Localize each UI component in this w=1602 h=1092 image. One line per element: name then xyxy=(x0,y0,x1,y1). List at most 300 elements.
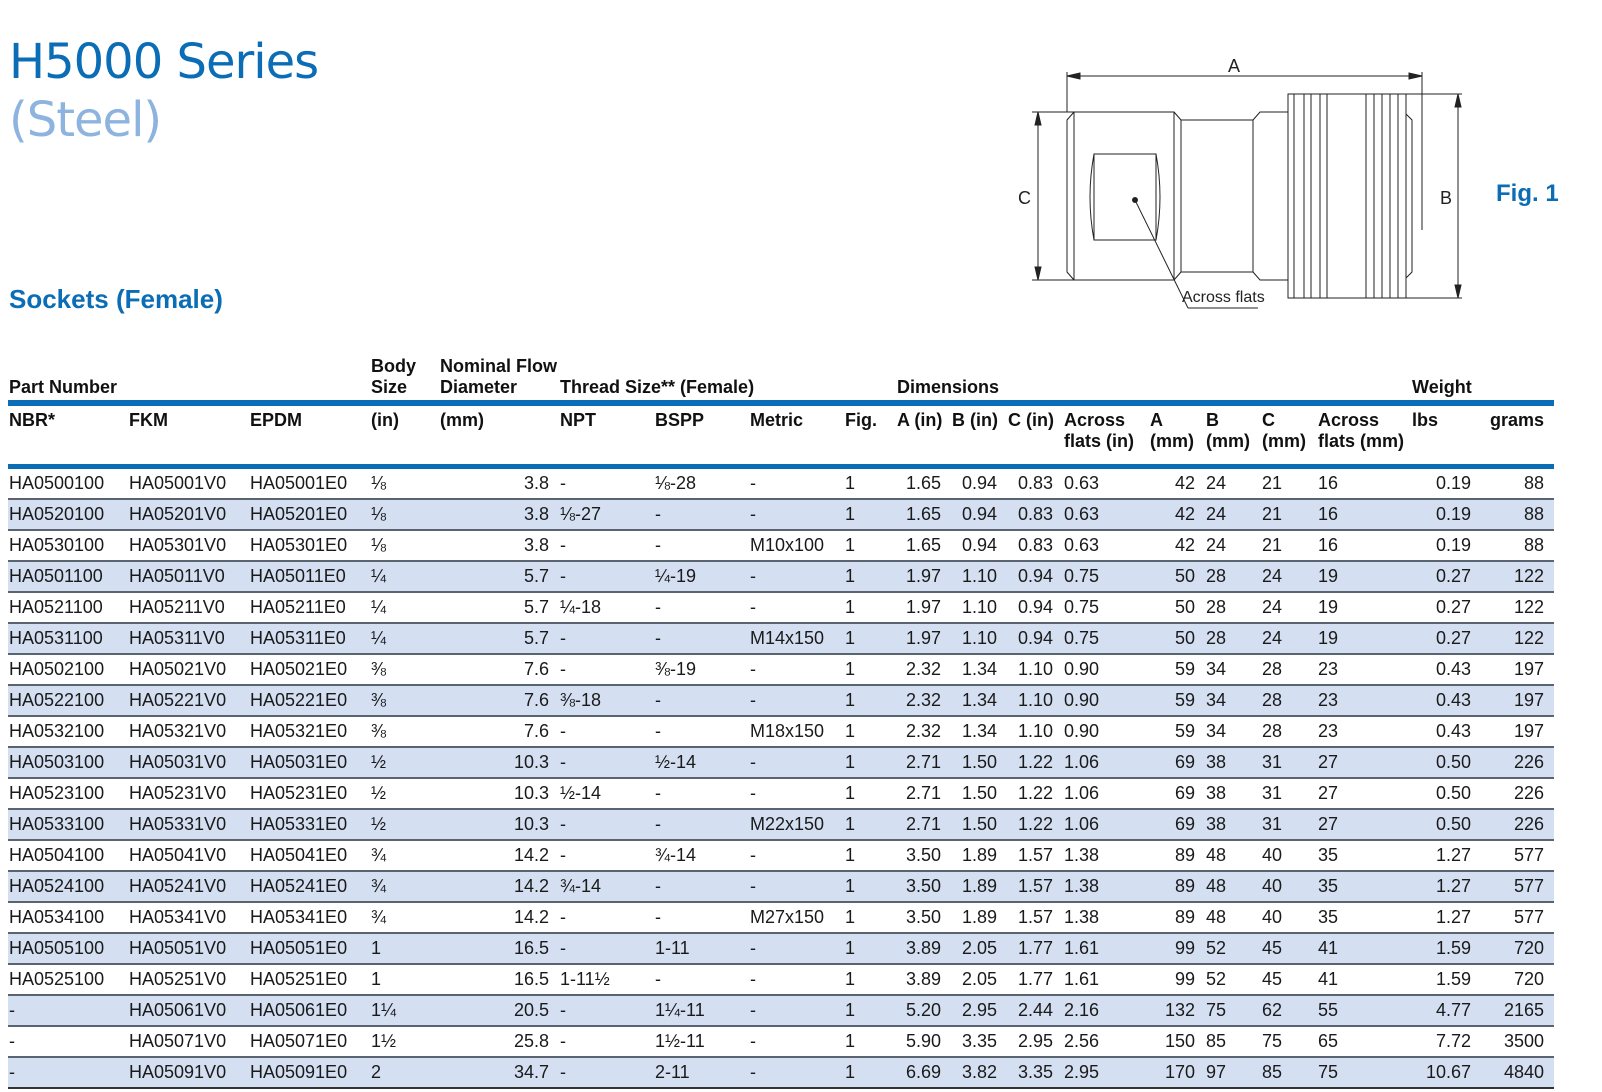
cell-across-flats-mm: 35 xyxy=(1317,902,1411,933)
cell-nbr: HA0502100 xyxy=(8,654,128,685)
cell-epdm: HA05011E0 xyxy=(249,561,370,592)
cell-nbr: HA0530100 xyxy=(8,530,128,561)
cell-flow-mm: 16.5 xyxy=(439,933,559,964)
cell-a-mm: 89 xyxy=(1149,902,1205,933)
cell-fkm: HA05341V0 xyxy=(128,902,249,933)
cell-across-flats-in: 0.75 xyxy=(1063,561,1149,592)
cell-b-mm: 24 xyxy=(1205,499,1261,530)
cell-fig: 1 xyxy=(844,902,896,933)
cell-a-in: 5.90 xyxy=(896,1026,951,1057)
cell-across-flats-in: 1.06 xyxy=(1063,747,1149,778)
cell-npt: - xyxy=(559,995,654,1026)
cell-epdm: HA05321E0 xyxy=(249,716,370,747)
cell-grams: 720 xyxy=(1481,964,1554,995)
cell-lbs: 1.27 xyxy=(1411,902,1481,933)
cell-npt: - xyxy=(559,809,654,840)
cell-bspp: ¾-14 xyxy=(654,840,749,871)
cell-fig: 1 xyxy=(844,592,896,623)
cell-nbr: HA0525100 xyxy=(8,964,128,995)
cell-grams: 720 xyxy=(1481,933,1554,964)
cell-fkm: HA05041V0 xyxy=(128,840,249,871)
cell-npt: ¾-14 xyxy=(559,871,654,902)
cell-body-size-in: ½ xyxy=(370,747,439,778)
cell-fkm: HA05211V0 xyxy=(128,592,249,623)
cell-across-flats-mm: 55 xyxy=(1317,995,1411,1026)
cell-lbs: 0.27 xyxy=(1411,623,1481,654)
cell-lbs: 1.27 xyxy=(1411,871,1481,902)
cell-c-in: 1.57 xyxy=(1007,902,1063,933)
cell-metric: M18x150 xyxy=(749,716,844,747)
cell-b-mm: 28 xyxy=(1205,592,1261,623)
cell-fkm: HA05061V0 xyxy=(128,995,249,1026)
cell-epdm: HA05301E0 xyxy=(249,530,370,561)
cell-epdm: HA05331E0 xyxy=(249,809,370,840)
cell-bspp: - xyxy=(654,716,749,747)
cell-across-flats-in: 1.06 xyxy=(1063,778,1149,809)
cell-a-mm: 42 xyxy=(1149,499,1205,530)
cell-a-mm: 89 xyxy=(1149,871,1205,902)
cell-b-in: 2.05 xyxy=(951,933,1007,964)
cell-body-size-in: ⅜ xyxy=(370,685,439,716)
cell-npt: - xyxy=(559,1057,654,1088)
cell-a-mm: 99 xyxy=(1149,964,1205,995)
cell-body-size-in: ¼ xyxy=(370,623,439,654)
cell-c-mm: 31 xyxy=(1261,747,1317,778)
cell-fig: 1 xyxy=(844,561,896,592)
cell-b-mm: 34 xyxy=(1205,654,1261,685)
cell-lbs: 0.19 xyxy=(1411,467,1481,500)
cell-epdm: HA05251E0 xyxy=(249,964,370,995)
table-row xyxy=(8,716,1554,747)
cell-flow-mm: 14.2 xyxy=(439,902,559,933)
cell-c-mm: 45 xyxy=(1261,933,1317,964)
column-header-c-in: C (in) xyxy=(1007,403,1063,467)
cell-grams: 226 xyxy=(1481,809,1554,840)
cell-across-flats-in: 0.63 xyxy=(1063,499,1149,530)
cell-body-size-in: ¾ xyxy=(370,871,439,902)
cell-metric: - xyxy=(749,933,844,964)
figure-label: Fig. 1 xyxy=(1496,180,1559,207)
cell-npt: ½-14 xyxy=(559,778,654,809)
cell-fkm: HA05091V0 xyxy=(128,1057,249,1088)
cell-lbs: 0.50 xyxy=(1411,747,1481,778)
cell-c-in: 0.94 xyxy=(1007,561,1063,592)
cell-fkm: HA05251V0 xyxy=(128,964,249,995)
socket-technical-drawing xyxy=(1010,50,1480,312)
cell-across-flats-mm: 65 xyxy=(1317,1026,1411,1057)
cell-c-in: 1.10 xyxy=(1007,654,1063,685)
cell-grams: 4840 xyxy=(1481,1057,1554,1088)
cell-grams: 197 xyxy=(1481,685,1554,716)
cell-b-in: 0.94 xyxy=(951,467,1007,500)
cell-b-in: 1.50 xyxy=(951,747,1007,778)
cell-b-mm: 48 xyxy=(1205,902,1261,933)
section-title: Sockets (Female) xyxy=(9,284,223,314)
cell-across-flats-mm: 35 xyxy=(1317,871,1411,902)
cell-a-mm: 59 xyxy=(1149,654,1205,685)
cell-fig: 1 xyxy=(844,467,896,500)
cell-c-in: 0.83 xyxy=(1007,499,1063,530)
cell-fig: 1 xyxy=(844,933,896,964)
cell-grams: 88 xyxy=(1481,530,1554,561)
cell-fig: 1 xyxy=(844,964,896,995)
cell-b-in: 1.34 xyxy=(951,654,1007,685)
cell-npt: - xyxy=(559,716,654,747)
cell-lbs: 0.50 xyxy=(1411,809,1481,840)
cell-fkm: HA05331V0 xyxy=(128,809,249,840)
cell-lbs: 0.19 xyxy=(1411,530,1481,561)
cell-a-mm: 42 xyxy=(1149,467,1205,500)
cell-c-in: 1.10 xyxy=(1007,716,1063,747)
cell-c-mm: 31 xyxy=(1261,778,1317,809)
cell-c-in: 0.83 xyxy=(1007,530,1063,561)
cell-nbr: HA0501100 xyxy=(8,561,128,592)
cell-epdm: HA05001E0 xyxy=(249,467,370,500)
column-header-fkm: FKM xyxy=(128,403,249,467)
cell-a-in: 3.50 xyxy=(896,902,951,933)
column-header-body-size-in: (in) xyxy=(370,403,439,467)
cell-metric: - xyxy=(749,1057,844,1088)
cell-metric: - xyxy=(749,592,844,623)
cell-epdm: HA05311E0 xyxy=(249,623,370,654)
cell-b-in: 0.94 xyxy=(951,499,1007,530)
cell-b-in: 1.34 xyxy=(951,716,1007,747)
cell-a-mm: 42 xyxy=(1149,530,1205,561)
cell-a-in: 1.65 xyxy=(896,467,951,500)
cell-c-in: 0.94 xyxy=(1007,623,1063,654)
cell-fkm: HA05071V0 xyxy=(128,1026,249,1057)
cell-across-flats-in: 0.63 xyxy=(1063,467,1149,500)
cell-body-size-in: 1 xyxy=(370,933,439,964)
cell-fig: 1 xyxy=(844,995,896,1026)
table-row xyxy=(8,654,1554,685)
header-body-size: Body Size xyxy=(371,356,416,397)
cell-body-size-in: 2 xyxy=(370,1057,439,1088)
cell-grams: 577 xyxy=(1481,871,1554,902)
cell-fkm: HA05011V0 xyxy=(128,561,249,592)
cell-fkm: HA05221V0 xyxy=(128,685,249,716)
cell-b-in: 3.35 xyxy=(951,1026,1007,1057)
cell-fig: 1 xyxy=(844,747,896,778)
cell-across-flats-in: 0.90 xyxy=(1063,716,1149,747)
cell-flow-mm: 7.6 xyxy=(439,716,559,747)
cell-flow-mm: 10.3 xyxy=(439,747,559,778)
cell-nbr: HA0504100 xyxy=(8,840,128,871)
cell-b-in: 1.10 xyxy=(951,592,1007,623)
cell-lbs: 0.43 xyxy=(1411,685,1481,716)
cell-body-size-in: ⅛ xyxy=(370,467,439,500)
cell-bspp: ¼-19 xyxy=(654,561,749,592)
cell-flow-mm: 10.3 xyxy=(439,809,559,840)
table-row xyxy=(8,778,1554,809)
cell-a-mm: 132 xyxy=(1149,995,1205,1026)
cell-a-in: 6.69 xyxy=(896,1057,951,1088)
cell-b-mm: 85 xyxy=(1205,1026,1261,1057)
cell-metric: - xyxy=(749,995,844,1026)
cell-grams: 577 xyxy=(1481,840,1554,871)
dim-b-label: B xyxy=(1440,188,1453,208)
cell-across-flats-in: 1.61 xyxy=(1063,964,1149,995)
cell-metric: - xyxy=(749,561,844,592)
cell-b-mm: 52 xyxy=(1205,933,1261,964)
cell-b-in: 2.05 xyxy=(951,964,1007,995)
cell-bspp: ⅛-28 xyxy=(654,467,749,500)
cell-body-size-in: ¾ xyxy=(370,840,439,871)
cell-bspp: - xyxy=(654,778,749,809)
cell-a-in: 2.71 xyxy=(896,778,951,809)
column-header-b-in: B (in) xyxy=(951,403,1007,467)
cell-body-size-in: ¼ xyxy=(370,592,439,623)
cell-c-in: 1.10 xyxy=(1007,685,1063,716)
cell-npt: - xyxy=(559,654,654,685)
page-title: H5000 Series xyxy=(9,34,319,90)
cell-across-flats-in: 1.38 xyxy=(1063,871,1149,902)
column-header-fig: Fig. xyxy=(844,403,896,467)
cell-b-mm: 97 xyxy=(1205,1057,1261,1088)
cell-b-in: 1.10 xyxy=(951,561,1007,592)
cell-fig: 1 xyxy=(844,654,896,685)
cell-lbs: 1.59 xyxy=(1411,933,1481,964)
cell-b-in: 1.89 xyxy=(951,902,1007,933)
cell-c-in: 1.22 xyxy=(1007,809,1063,840)
cell-metric: M22x150 xyxy=(749,809,844,840)
table-row xyxy=(8,840,1554,871)
cell-flow-mm: 5.7 xyxy=(439,623,559,654)
cell-nbr: HA0503100 xyxy=(8,747,128,778)
cell-fkm: HA05321V0 xyxy=(128,716,249,747)
cell-bspp: ½-14 xyxy=(654,747,749,778)
cell-metric: - xyxy=(749,467,844,500)
table-row xyxy=(8,1026,1554,1057)
cell-epdm: HA05241E0 xyxy=(249,871,370,902)
cell-across-flats-mm: 75 xyxy=(1317,1057,1411,1088)
cell-bspp: 1-11 xyxy=(654,933,749,964)
cell-c-in: 1.57 xyxy=(1007,840,1063,871)
cell-a-in: 3.50 xyxy=(896,840,951,871)
cell-c-mm: 24 xyxy=(1261,561,1317,592)
cell-npt: 1-11½ xyxy=(559,964,654,995)
cell-metric: - xyxy=(749,1026,844,1057)
cell-lbs: 0.43 xyxy=(1411,716,1481,747)
column-header-a-mm: A (mm) xyxy=(1149,403,1205,467)
cell-nbr: - xyxy=(8,1026,128,1057)
cell-epdm: HA05031E0 xyxy=(249,747,370,778)
cell-b-in: 1.89 xyxy=(951,871,1007,902)
cell-across-flats-mm: 16 xyxy=(1317,499,1411,530)
cell-a-mm: 150 xyxy=(1149,1026,1205,1057)
table-row xyxy=(8,902,1554,933)
cell-across-flats-mm: 23 xyxy=(1317,685,1411,716)
cell-across-flats-in: 1.38 xyxy=(1063,902,1149,933)
column-header-across-flats-mm: Across flats (mm) xyxy=(1317,403,1411,467)
cell-lbs: 7.72 xyxy=(1411,1026,1481,1057)
cell-fkm: HA05241V0 xyxy=(128,871,249,902)
cell-across-flats-in: 1.38 xyxy=(1063,840,1149,871)
cell-c-mm: 40 xyxy=(1261,840,1317,871)
cell-c-mm: 24 xyxy=(1261,623,1317,654)
cell-b-mm: 38 xyxy=(1205,747,1261,778)
dim-a-label: A xyxy=(1228,56,1241,76)
cell-across-flats-in: 0.63 xyxy=(1063,530,1149,561)
column-header-b-mm: B (mm) xyxy=(1205,403,1261,467)
cell-body-size-in: ¾ xyxy=(370,902,439,933)
cell-grams: 197 xyxy=(1481,654,1554,685)
cell-body-size-in: ⅛ xyxy=(370,499,439,530)
cell-bspp: - xyxy=(654,809,749,840)
cell-c-mm: 28 xyxy=(1261,654,1317,685)
cell-a-mm: 59 xyxy=(1149,716,1205,747)
cell-bspp: 2-11 xyxy=(654,1057,749,1088)
cell-c-mm: 24 xyxy=(1261,592,1317,623)
table-row xyxy=(8,1057,1554,1088)
cell-across-flats-in: 0.75 xyxy=(1063,623,1149,654)
cell-across-flats-in: 2.56 xyxy=(1063,1026,1149,1057)
cell-lbs: 1.59 xyxy=(1411,964,1481,995)
table-row xyxy=(8,530,1554,561)
cell-flow-mm: 5.7 xyxy=(439,592,559,623)
cell-fig: 1 xyxy=(844,778,896,809)
page-subtitle: (Steel) xyxy=(9,92,162,148)
cell-across-flats-mm: 23 xyxy=(1317,654,1411,685)
cell-a-in: 2.71 xyxy=(896,747,951,778)
cell-a-mm: 69 xyxy=(1149,747,1205,778)
column-header-npt: NPT xyxy=(559,403,654,467)
cell-nbr: HA0523100 xyxy=(8,778,128,809)
cell-across-flats-in: 2.16 xyxy=(1063,995,1149,1026)
cell-a-in: 3.89 xyxy=(896,964,951,995)
cell-nbr: - xyxy=(8,995,128,1026)
cell-npt: - xyxy=(559,561,654,592)
cell-flow-mm: 3.8 xyxy=(439,499,559,530)
cell-c-mm: 21 xyxy=(1261,499,1317,530)
cell-b-in: 1.50 xyxy=(951,809,1007,840)
cell-epdm: HA05021E0 xyxy=(249,654,370,685)
cell-lbs: 4.77 xyxy=(1411,995,1481,1026)
cell-bspp: - xyxy=(654,592,749,623)
cell-b-in: 1.10 xyxy=(951,623,1007,654)
cell-b-in: 1.50 xyxy=(951,778,1007,809)
cell-lbs: 0.27 xyxy=(1411,561,1481,592)
cell-flow-mm: 5.7 xyxy=(439,561,559,592)
cell-npt: - xyxy=(559,902,654,933)
column-header-nbr: NBR* xyxy=(8,403,128,467)
cell-a-in: 1.97 xyxy=(896,623,951,654)
cell-npt: ⅛-27 xyxy=(559,499,654,530)
cell-across-flats-mm: 19 xyxy=(1317,561,1411,592)
cell-fig: 1 xyxy=(844,809,896,840)
cell-body-size-in: 1 xyxy=(370,964,439,995)
cell-b-in: 2.95 xyxy=(951,995,1007,1026)
cell-body-size-in: ⅜ xyxy=(370,654,439,685)
cell-nbr: HA0520100 xyxy=(8,499,128,530)
cell-epdm: HA05071E0 xyxy=(249,1026,370,1057)
cell-body-size-in: ½ xyxy=(370,809,439,840)
header-part-number: Part Number xyxy=(9,377,118,397)
cell-bspp: - xyxy=(654,685,749,716)
cell-fig: 1 xyxy=(844,685,896,716)
cell-nbr: HA0532100 xyxy=(8,716,128,747)
cell-b-mm: 38 xyxy=(1205,809,1261,840)
cell-across-flats-mm: 16 xyxy=(1317,467,1411,500)
table-row xyxy=(8,685,1554,716)
cell-lbs: 1.27 xyxy=(1411,840,1481,871)
cell-metric: M14x150 xyxy=(749,623,844,654)
cell-epdm: HA05051E0 xyxy=(249,933,370,964)
cell-c-mm: 28 xyxy=(1261,716,1317,747)
cell-flow-mm: 3.8 xyxy=(439,467,559,500)
cell-fkm: HA05031V0 xyxy=(128,747,249,778)
cell-fkm: HA05001V0 xyxy=(128,467,249,500)
cell-fig: 1 xyxy=(844,1057,896,1088)
cell-nbr: HA0522100 xyxy=(8,685,128,716)
column-header-grams: grams xyxy=(1481,403,1554,467)
cell-b-mm: 52 xyxy=(1205,964,1261,995)
cell-c-mm: 62 xyxy=(1261,995,1317,1026)
header-weight: Weight xyxy=(1412,377,1472,397)
cell-c-in: 1.22 xyxy=(1007,747,1063,778)
cell-grams: 3500 xyxy=(1481,1026,1554,1057)
cell-grams: 577 xyxy=(1481,902,1554,933)
cell-across-flats-in: 0.75 xyxy=(1063,592,1149,623)
cell-grams: 226 xyxy=(1481,747,1554,778)
cell-a-in: 2.32 xyxy=(896,716,951,747)
cell-npt: - xyxy=(559,840,654,871)
cell-epdm: HA05221E0 xyxy=(249,685,370,716)
table-row xyxy=(8,592,1554,623)
cell-bspp: - xyxy=(654,902,749,933)
cell-body-size-in: 1½ xyxy=(370,1026,439,1057)
cell-c-in: 1.77 xyxy=(1007,933,1063,964)
column-header-bspp: BSPP xyxy=(654,403,749,467)
cell-grams: 88 xyxy=(1481,499,1554,530)
cell-across-flats-mm: 19 xyxy=(1317,592,1411,623)
header-dimensions: Dimensions xyxy=(897,377,1000,397)
cell-npt: ¼-18 xyxy=(559,592,654,623)
cell-flow-mm: 7.6 xyxy=(439,654,559,685)
cell-nbr: HA0521100 xyxy=(8,592,128,623)
cell-c-in: 1.57 xyxy=(1007,871,1063,902)
column-header-across-flats-in: Across flats (in) xyxy=(1063,403,1149,467)
cell-npt: - xyxy=(559,747,654,778)
cell-b-mm: 34 xyxy=(1205,685,1261,716)
cell-lbs: 0.19 xyxy=(1411,499,1481,530)
column-header-lbs: lbs xyxy=(1411,403,1481,467)
column-header-flow-mm: (mm) xyxy=(439,403,559,467)
cell-across-flats-in: 0.90 xyxy=(1063,654,1149,685)
cell-c-mm: 40 xyxy=(1261,871,1317,902)
cell-c-in: 2.95 xyxy=(1007,1026,1063,1057)
cell-a-in: 5.20 xyxy=(896,995,951,1026)
cell-across-flats-mm: 19 xyxy=(1317,623,1411,654)
cell-bspp: - xyxy=(654,530,749,561)
cell-nbr: HA0533100 xyxy=(8,809,128,840)
cell-flow-mm: 25.8 xyxy=(439,1026,559,1057)
cell-across-flats-in: 0.90 xyxy=(1063,685,1149,716)
table-row xyxy=(8,561,1554,592)
cell-a-mm: 89 xyxy=(1149,840,1205,871)
cell-grams: 122 xyxy=(1481,623,1554,654)
header-flow-diameter: Nominal Flow Diameter xyxy=(440,356,557,397)
cell-body-size-in: ⅜ xyxy=(370,716,439,747)
cell-nbr: HA0534100 xyxy=(8,902,128,933)
cell-fig: 1 xyxy=(844,499,896,530)
cell-flow-mm: 20.5 xyxy=(439,995,559,1026)
cell-metric: - xyxy=(749,964,844,995)
table-row xyxy=(8,467,1554,500)
column-header-epdm: EPDM xyxy=(249,403,370,467)
table-row xyxy=(8,623,1554,654)
cell-c-in: 0.83 xyxy=(1007,467,1063,500)
